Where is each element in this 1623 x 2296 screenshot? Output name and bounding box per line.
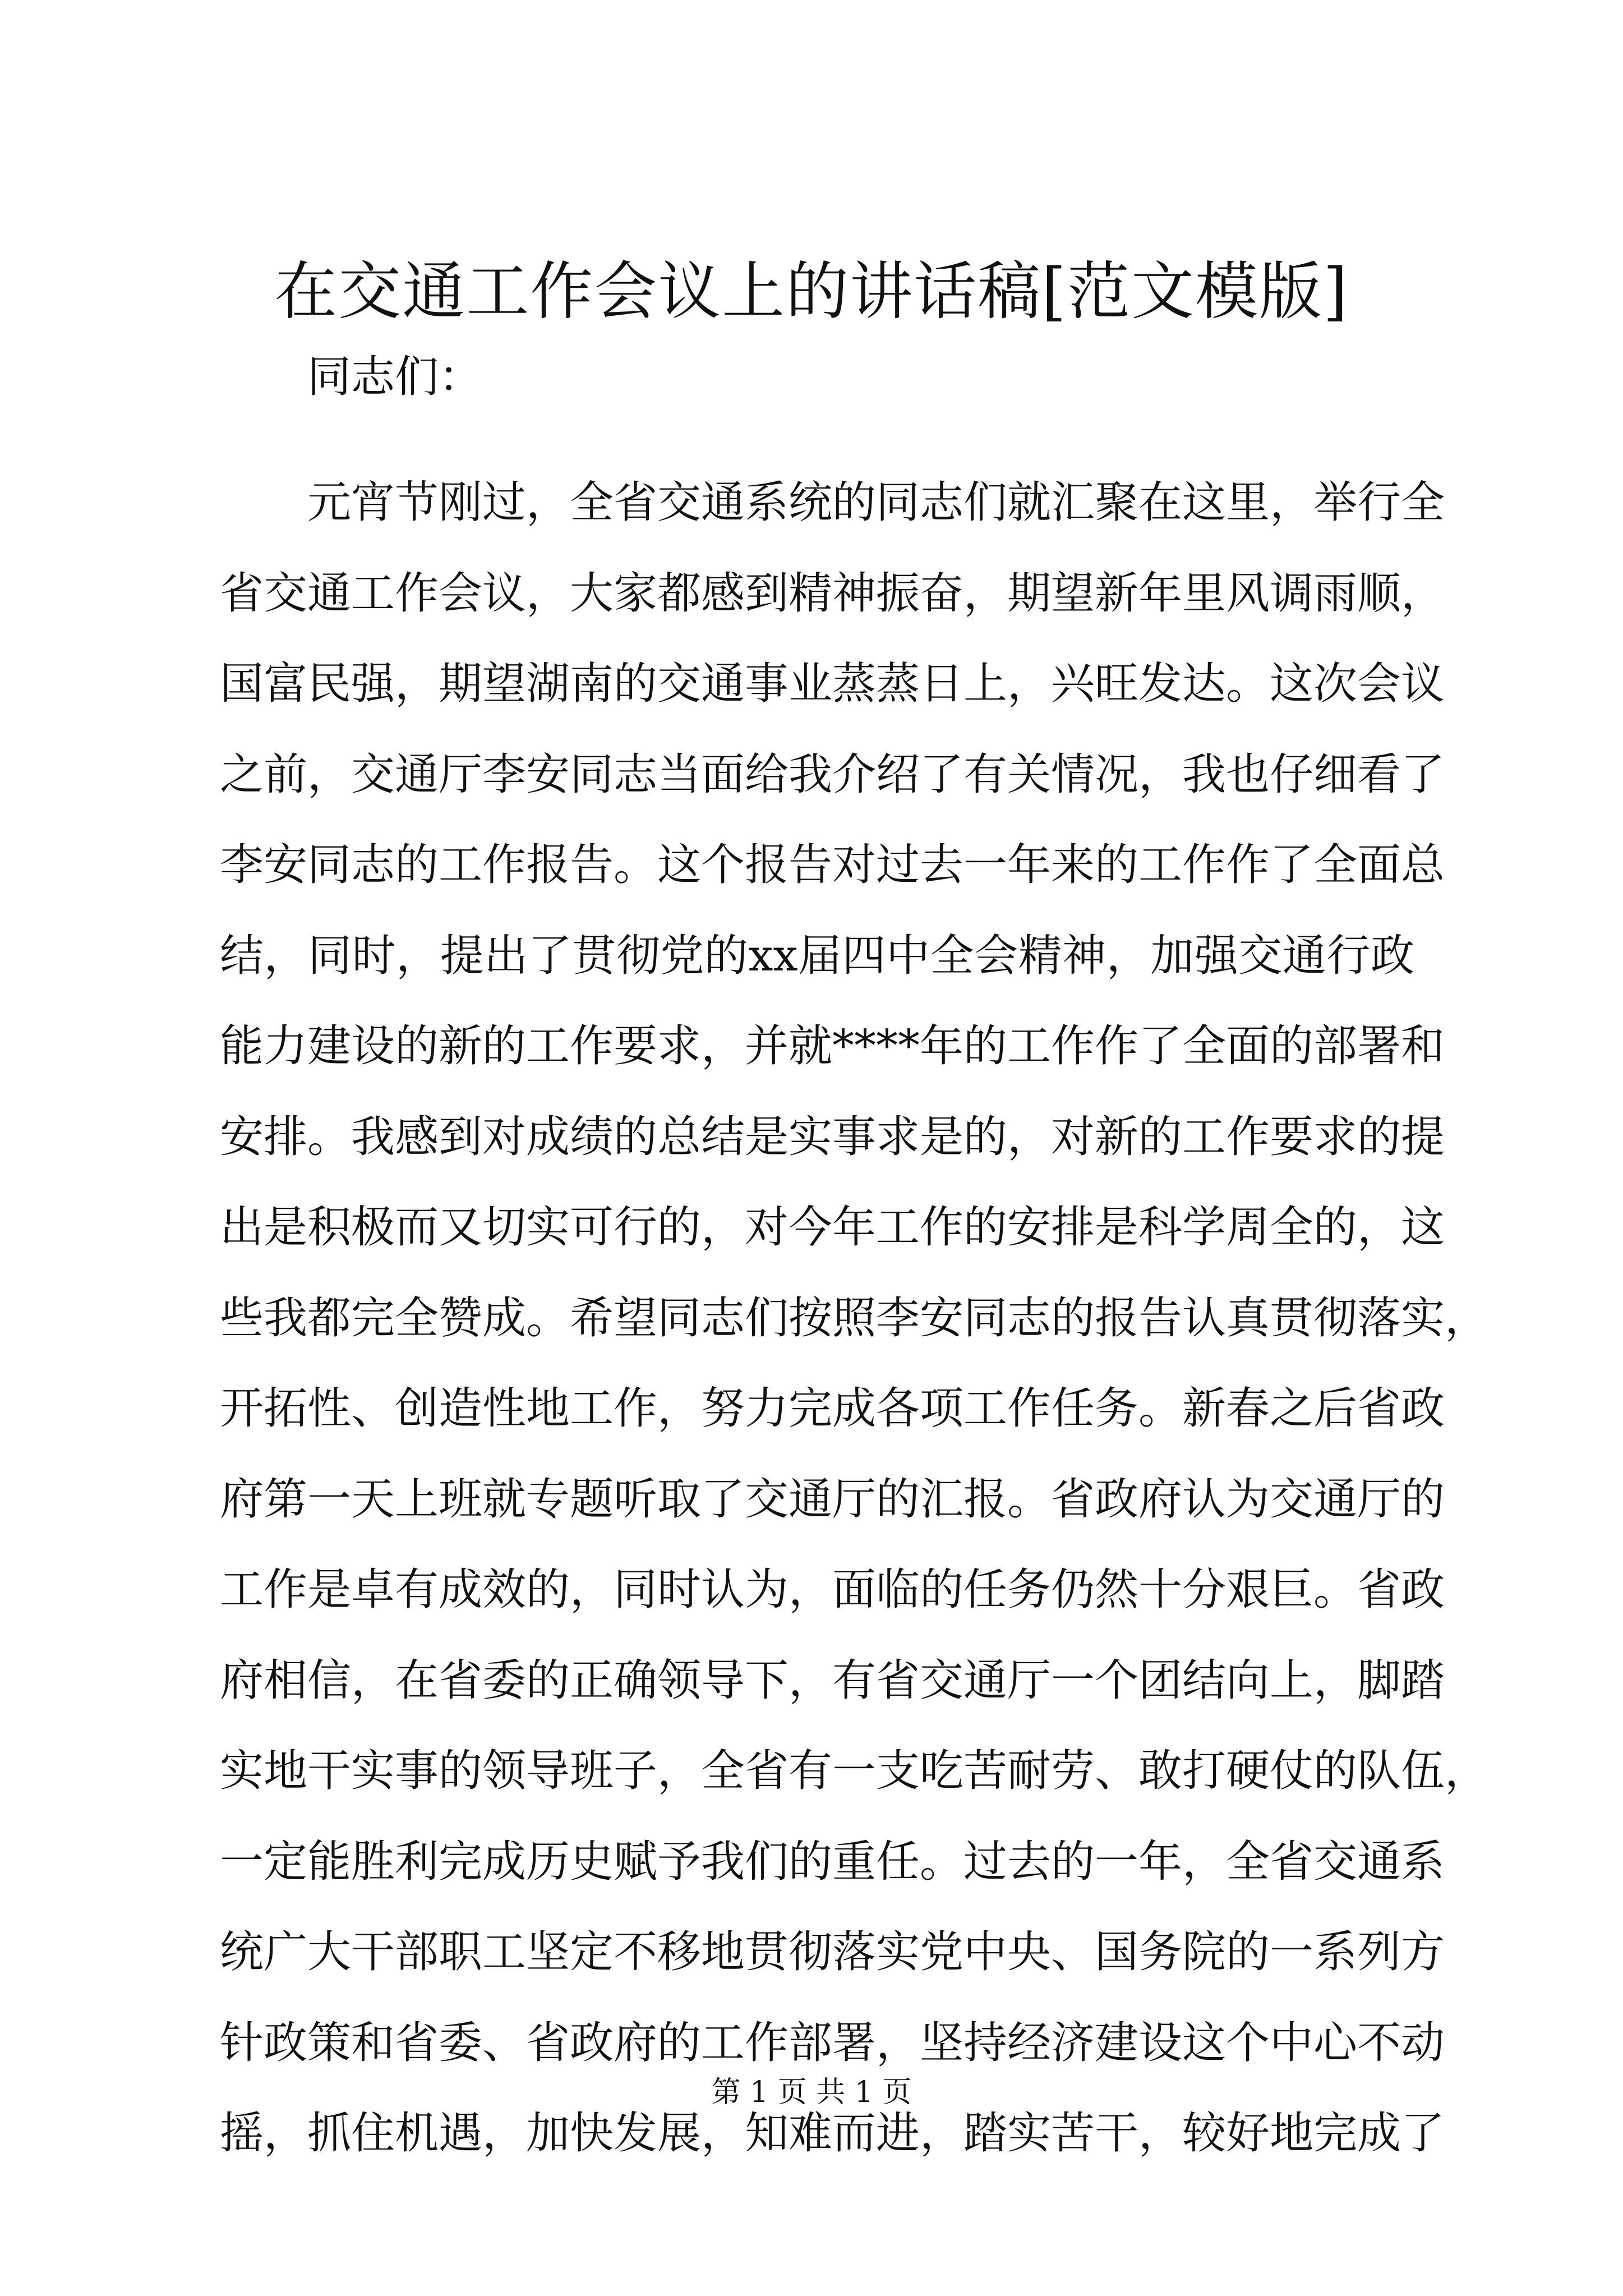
body-line: 些我都完全赞成。希望同志们按照李安同志的报告认真贯彻落实， (220, 1292, 1489, 1343)
body-line: 统广大干部职工坚定不移地贯彻落实党中央、国务院的一系列方 (220, 1927, 1445, 1977)
body-line: 开拓性、创造性地工作，努力完成各项工作任务。新春之后省政 (220, 1383, 1445, 1434)
body-line: 出是积极而又切实可行的，对今年工作的安排是科学周全的，这 (220, 1202, 1445, 1253)
body-line: 李安同志的工作报告。这个报告对过去一年来的工作作了全面总 (220, 840, 1445, 890)
body-line: 府第一天上班就专题听取了交通厅的汇报。省政府认为交通厅的 (220, 1474, 1445, 1525)
body-line: 实地干实事的领导班子，全省有一支吃苦耐劳、敢打硬仗的队伍， (220, 1746, 1489, 1796)
document-title: 在交通工作会议上的讲话稿[范文模版] (274, 255, 1349, 328)
body-line: 针政策和省委、省政府的工作部署，坚持经济建设这个中心不动 (220, 2017, 1445, 2068)
salutation: 同志们： (307, 352, 483, 402)
page-footer: 第 1 页 共 1 页 (711, 2076, 912, 2109)
body-line: 能力建设的新的工作要求，并就****年的工作作了全面的部署和 (220, 1021, 1445, 1071)
body-line: 府相信，在省委的正确领导下，有省交通厅一个团结向上，脚踏 (220, 1655, 1445, 1706)
body-line: 省交通工作会议，大家都感到精神振奋，期望新年里风调雨顺， (220, 568, 1445, 619)
body-line: 元宵节刚过，全省交通系统的同志们就汇聚在这里，举行全 (307, 477, 1445, 528)
body-paragraph (220, 458, 1489, 2179)
body-line: 摇，抓住机遇，加快发展，知难而进，踏实苦干，较好地完成了 (220, 2108, 1445, 2159)
body-line: 安排。我感到对成绩的总结是实事求是的，对新的工作要求的提 (220, 1111, 1445, 1162)
body-line: 结，同时，提出了贯彻党的xx届四中全会精神，加强交通行政 (220, 930, 1414, 981)
body-line: 工作是卓有成效的，同时认为，面临的任务仍然十分艰巨。省政 (220, 1565, 1445, 1615)
body-line: 之前，交通厅李安同志当面给我介绍了有关情况，我也仔细看了 (220, 749, 1445, 800)
body-line: 一定能胜利完成历史赋予我们的重任。过去的一年，全省交通系 (220, 1836, 1445, 1887)
body-line: 国富民强，期望湖南的交通事业蒸蒸日上，兴旺发达。这次会议 (220, 659, 1445, 709)
